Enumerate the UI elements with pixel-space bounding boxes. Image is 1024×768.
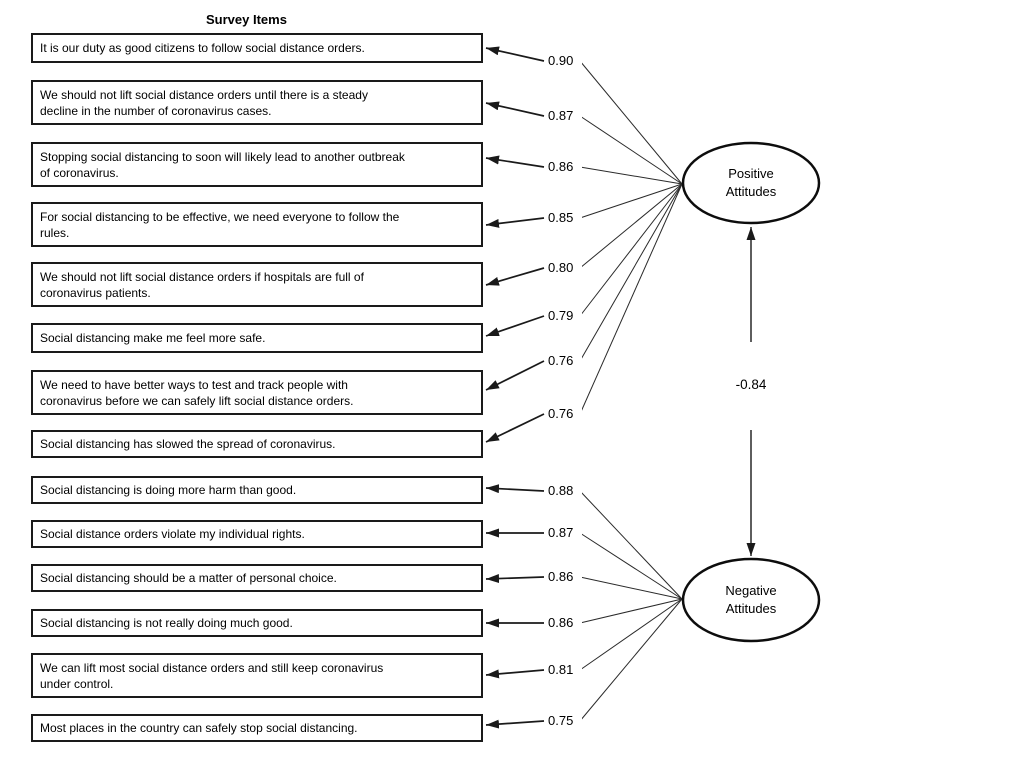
survey-item-text: For social distancing to be effective, we need everyone to follow the rules. xyxy=(40,209,400,240)
loading-arrow xyxy=(486,488,544,491)
loading-arrow xyxy=(486,577,544,579)
diagram-title: Survey Items xyxy=(206,12,287,27)
survey-item-box-12 xyxy=(31,609,483,637)
survey-item-text: It is our duty as good citizens to follow social distance orders. xyxy=(40,41,365,55)
loading-arrow xyxy=(486,158,544,167)
survey-item-box-7 xyxy=(31,370,483,415)
loading-arrow xyxy=(486,48,544,61)
factor-loading-label: 0.76 xyxy=(545,352,582,369)
loading-arrow xyxy=(486,268,544,285)
survey-item-box-10 xyxy=(31,520,483,548)
loading-line xyxy=(580,184,682,268)
loading-arrow xyxy=(486,670,544,675)
factor-loading-label: 0.80 xyxy=(545,259,582,276)
factor-loading-label: 0.86 xyxy=(545,614,582,631)
loading-line xyxy=(580,599,682,721)
factor-loading-label: 0.86 xyxy=(545,568,582,585)
loading-arrow xyxy=(486,316,544,336)
survey-item-text: Social distance orders violate my individual rights. xyxy=(40,527,305,541)
factor-loading-label: 0.79 xyxy=(545,307,582,324)
loading-line xyxy=(580,116,682,184)
factor-loading-label: 0.85 xyxy=(545,209,582,226)
survey-item-text: We need to have better ways to test and track people with coronavirus before we can safely lift social distance orders. xyxy=(40,377,354,408)
survey-item-text: Most places in the country can safely stop social distancing. xyxy=(40,721,358,735)
survey-item-box-8 xyxy=(31,430,483,458)
survey-item-box-9 xyxy=(31,476,483,504)
loading-line xyxy=(580,577,682,599)
loading-line xyxy=(580,184,682,414)
survey-item-box-1 xyxy=(31,33,483,63)
survey-item-text: We can lift most social distance orders and still keep coronavirus under control. xyxy=(40,660,384,691)
survey-item-text: Social distancing has slowed the spread of coronavirus. xyxy=(40,437,336,451)
factor-loading-label: 0.76 xyxy=(545,405,582,422)
survey-item-box-13 xyxy=(31,653,483,698)
survey-item-text: Social distancing is not really doing much good. xyxy=(40,616,293,630)
survey-item-text: We should not lift social distance orders until there is a steady decline in the number of coronavirus cases. xyxy=(40,87,368,118)
survey-item-box-4 xyxy=(31,202,483,247)
loading-line xyxy=(580,599,682,623)
factor-loading-label: 0.88 xyxy=(545,482,582,499)
survey-item-text: Stopping social distancing to soon will likely lead to another outbreak of coronavirus. xyxy=(40,149,405,180)
loading-line xyxy=(580,61,682,184)
survey-item-text: We should not lift social distance orders if hospitals are full of coronavirus patients. xyxy=(40,269,364,300)
loading-line xyxy=(580,184,682,361)
factor-loading-label: 0.86 xyxy=(545,158,582,175)
factor-loading-label: 0.75 xyxy=(545,712,582,729)
survey-item-box-6 xyxy=(31,323,483,353)
loading-arrow xyxy=(486,218,544,225)
survey-item-text: Social distancing should be a matter of personal choice. xyxy=(40,571,337,585)
factor-loading-label: 0.81 xyxy=(545,661,582,678)
factor-label-positive: Positive Attitudes xyxy=(725,166,777,199)
survey-item-box-2 xyxy=(31,80,483,125)
survey-item-box-11 xyxy=(31,564,483,592)
loading-arrow xyxy=(486,414,544,442)
survey-item-text: Social distancing is doing more harm than good. xyxy=(40,483,297,497)
loading-line xyxy=(580,184,682,316)
factor-loading-label: 0.90 xyxy=(545,52,582,69)
survey-item-box-14 xyxy=(31,714,483,742)
loading-arrow xyxy=(486,721,544,725)
loading-lines-inner xyxy=(580,61,682,721)
survey-item-text: Social distancing make me feel more safe. xyxy=(40,331,266,345)
factor-loading-label: 0.87 xyxy=(545,107,582,124)
loading-arrow xyxy=(486,103,544,116)
factor-label-negative: Negative Attitudes xyxy=(725,583,777,616)
loading-line xyxy=(580,184,682,218)
survey-item-box-5 xyxy=(31,262,483,307)
loading-line xyxy=(580,491,682,599)
loading-line xyxy=(580,533,682,599)
loading-arrows xyxy=(486,48,544,725)
survey-item-box-3 xyxy=(31,142,483,187)
factor-loading-label: 0.87 xyxy=(545,524,582,541)
correlation-value-label: -0.84 xyxy=(723,377,779,392)
loading-line xyxy=(580,167,682,184)
loading-arrow xyxy=(486,361,544,390)
